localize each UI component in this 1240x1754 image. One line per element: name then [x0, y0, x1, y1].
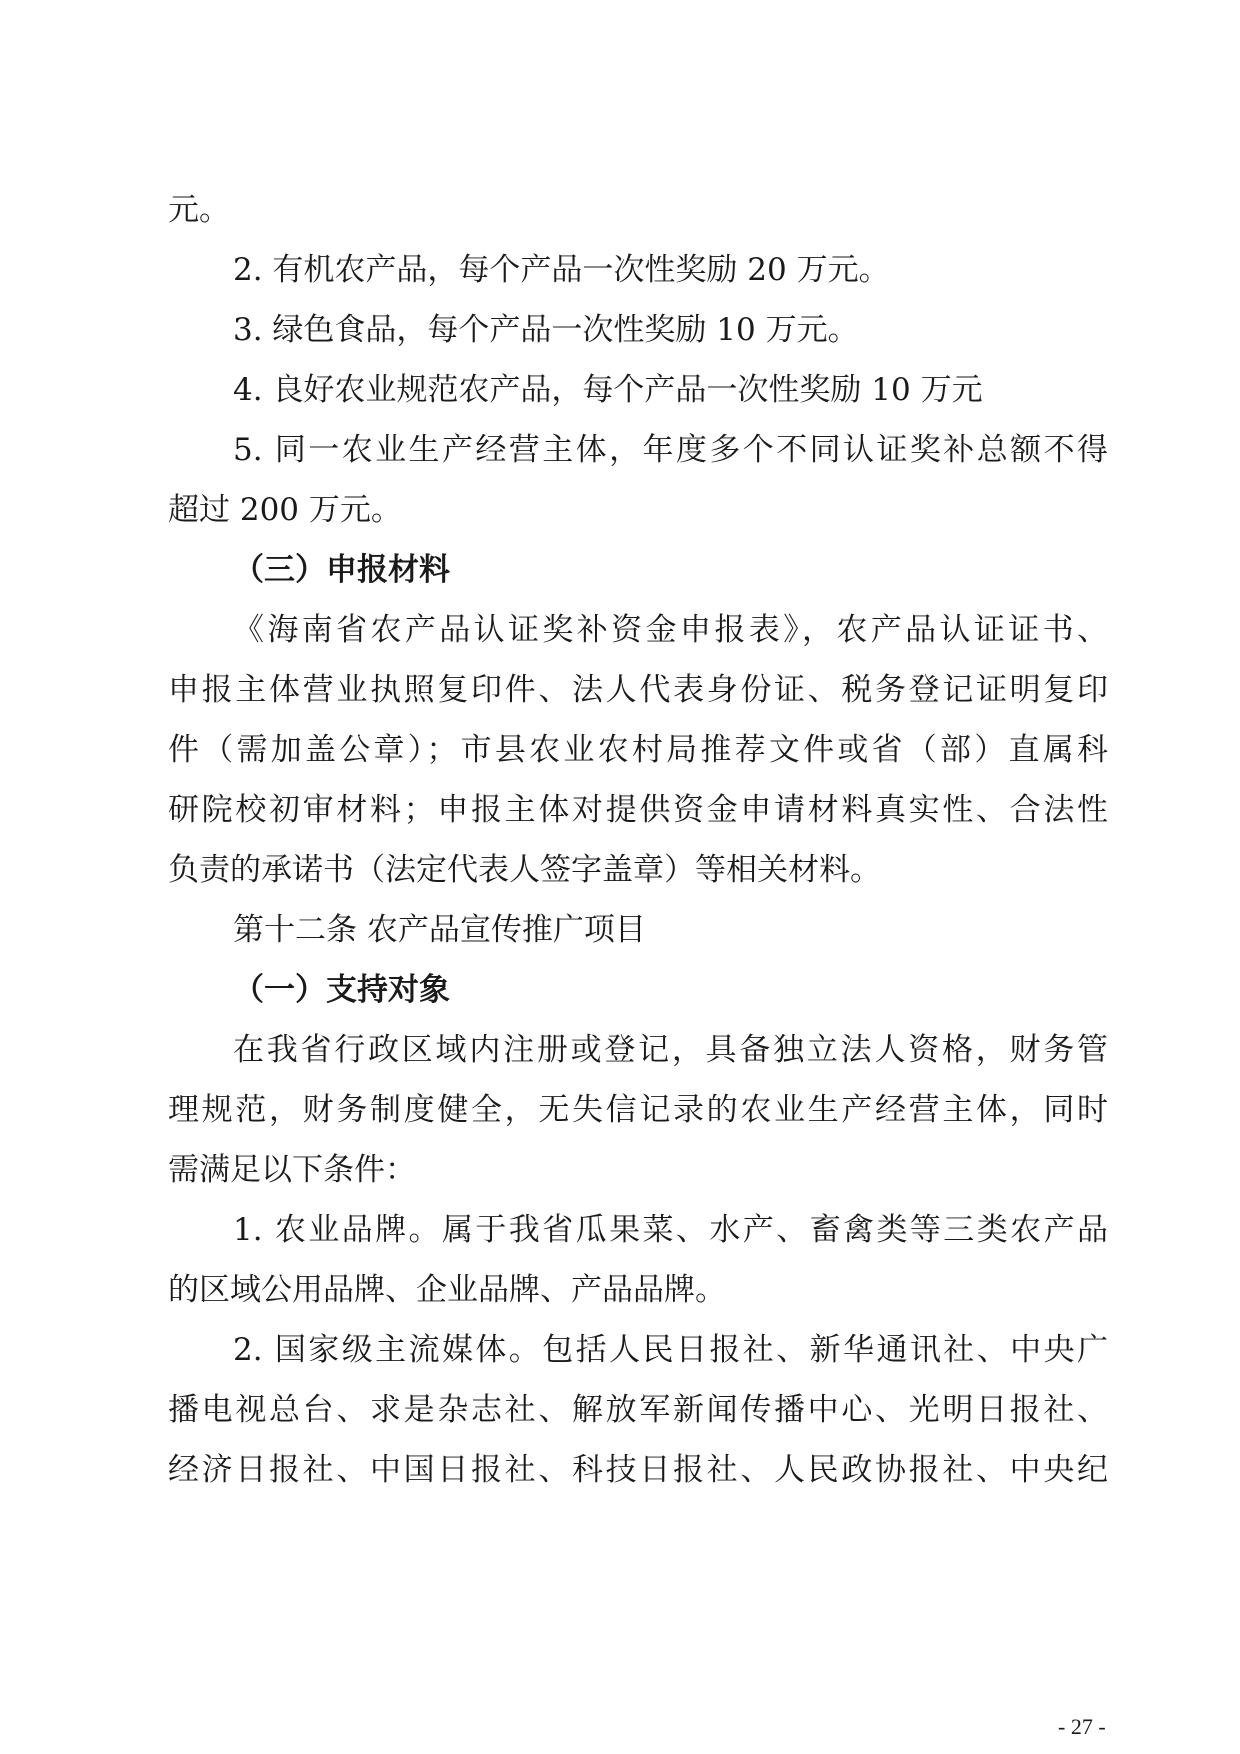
- paragraph-line: 理规范，财务制度健全，无失信记录的农业生产经营主体，同时: [168, 1092, 1108, 1128]
- paragraph-line: 播电视总台、求是杂志社、解放军新闻传播中心、光明日报社、: [168, 1392, 1108, 1428]
- section-heading: （一）支持对象: [233, 972, 450, 1008]
- paragraph-line: 5. 同一农业生产经营主体，年度多个不同认证奖补总额不得: [233, 432, 1108, 468]
- paragraph-line: 元。: [168, 192, 230, 228]
- paragraph-line: 1. 农业品牌。属于我省瓜果菜、水产、畜禽类等三类农产品: [233, 1212, 1108, 1248]
- page-number: - 27 -: [1058, 1714, 1106, 1739]
- paragraph-line: 2. 国家级主流媒体。包括人民日报社、新华通讯社、中央广: [233, 1332, 1108, 1368]
- section-heading: （三）申报材料: [233, 552, 450, 588]
- paragraph-line: 3. 绿色食品，每个产品一次性奖励 10 万元。: [233, 312, 859, 348]
- paragraph-line: 件（需加盖公章）；市县农业农村局推荐文件或省（部）直属科: [168, 732, 1108, 768]
- paragraph-line: 研院校初审材料；申报主体对提供资金申请材料真实性、合法性: [168, 792, 1108, 828]
- paragraph-line: 需满足以下条件：: [168, 1152, 416, 1188]
- paragraph-line: 2. 有机农产品，每个产品一次性奖励 20 万元。: [233, 252, 890, 288]
- paragraph-line: 经济日报社、中国日报社、科技日报社、人民政协报社、中央纪: [168, 1452, 1108, 1488]
- article-heading: 第十二条 农产品宣传推广项目: [233, 912, 646, 948]
- paragraph-line: 的区域公用品牌、企业品牌、产品品牌。: [168, 1272, 726, 1308]
- paragraph-line: 负责的承诺书（法定代表人签字盖章）等相关材料。: [168, 852, 881, 888]
- paragraph-line: 在我省行政区域内注册或登记，具备独立法人资格，财务管: [233, 1032, 1108, 1068]
- paragraph-line: 4. 良好农业规范农产品，每个产品一次性奖励 10 万元: [233, 372, 983, 408]
- paragraph-line: 超过 200 万元。: [168, 492, 402, 528]
- paragraph-line: 《海南省农产品认证奖补资金申报表》，农产品认证证书、: [233, 612, 1108, 648]
- paragraph-line: 申报主体营业执照复印件、法人代表身份证、税务登记证明复印: [168, 672, 1108, 708]
